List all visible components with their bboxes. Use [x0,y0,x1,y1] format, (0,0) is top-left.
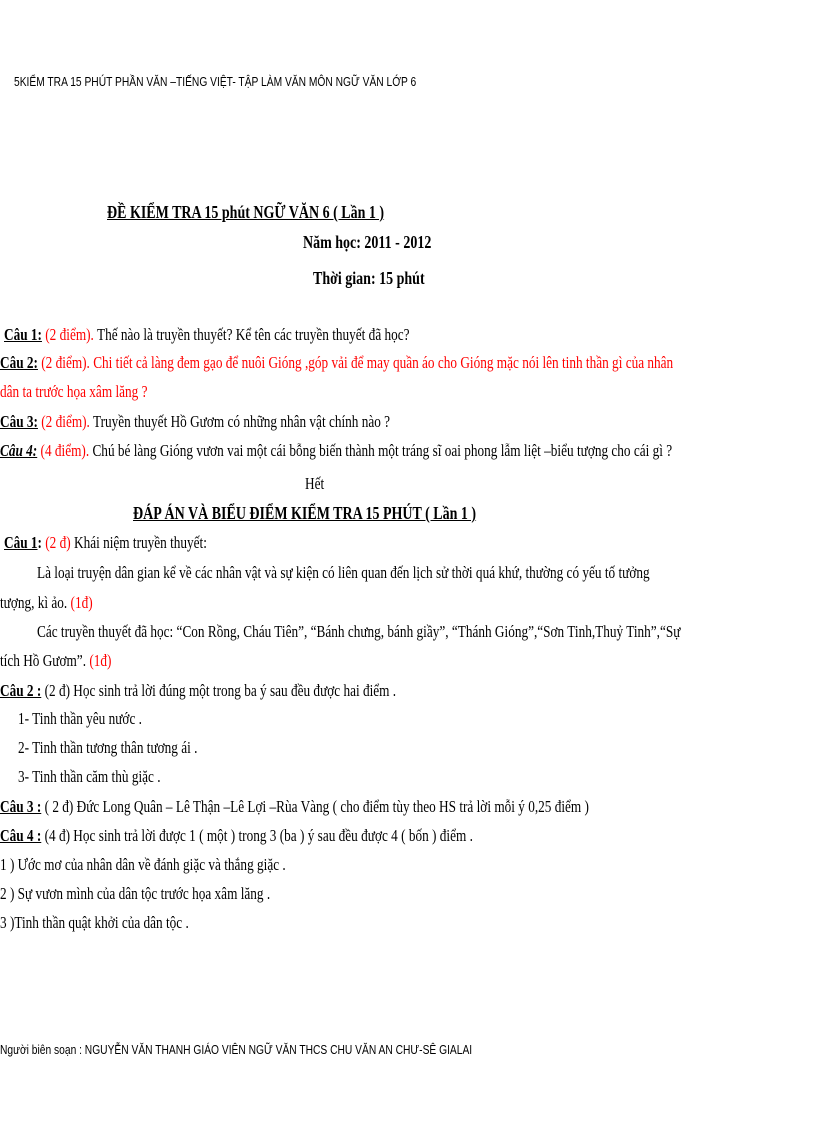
answer-2 [0,681,396,701]
question-points: (2 điểm). [45,325,94,344]
question-label: Câu 2: [0,353,38,372]
question-1 [4,325,410,345]
answer-text: Khái niệm truyền thuyết: [73,533,207,552]
question-points: (4 điểm). [40,441,90,460]
question-text: Chi tiết cả làng đem gạo để nuôi Gióng ,góp vải để may quần áo cho Gióng mặc nói lên tinh thần gì của nhân [93,353,674,372]
answer-4-item: 3 )Tinh thần quật khởi của dân tộc . [0,913,189,932]
end-marker: Hết [305,474,325,493]
question-text: Chú bé làng Gióng vươn vai một cái bỗng biến thành một tráng sĩ oai phong lẫm liệt –biểu tượng cho cái gì ? [92,441,673,460]
document-header: 5KIỂM TRA 15 PHÚT PHẦN VĂN –TIẾNG VIỆT- TẬP LÀM VĂN MÔN NGỮ VĂN LỚP 6 [14,75,417,89]
question-points: (2 điểm). [41,353,90,372]
answer-text: (2 đ) Học sinh trả lời đúng một trong ba ý sau đều được hai điểm . [44,681,397,700]
answer-label: Câu 1 [4,533,38,552]
exam-title: ĐỀ KIỂM TRA 15 phút NGỮ VĂN 6 ( Lần 1 ) [107,202,385,222]
answer-text: tích Hồ Gươm”. [0,651,87,670]
answer-points: (1đ) [89,651,112,670]
exam-duration: Thời gian: 15 phút [313,268,425,288]
question-2 [0,353,673,373]
answer-points: (1đ) [70,593,93,612]
question-3 [0,412,390,432]
answer-points: (2 đ) [45,533,71,552]
answer-1-legends-continued [0,651,111,671]
question-text: Truyền thuyết Hồ Gươm có những nhân vật chính nào ? [92,412,391,431]
answer-1-definition: Là loại truyện dân gian kể về các nhân vật và sự kiện có liên quan đến lịch sử thời quá khứ, thường có yếu tố tưởng [37,563,650,582]
question-label: Câu 3: [0,412,38,431]
answer-2-item: 1- Tinh thần yêu nước . [18,709,142,728]
answer-label-colon: : [37,533,42,552]
question-label: Câu 4: [0,441,38,460]
answer-3 [0,797,589,817]
answer-label: Câu 2 : [0,681,42,700]
answer-text: tượng, kì ảo. [0,593,68,612]
answer-4-item: 1 ) Ước mơ của nhân dân về đánh giặc và thắng giặc . [0,855,286,874]
question-4 [0,441,672,461]
answer-label: Câu 3 : [0,797,42,816]
answer-4 [0,826,473,846]
school-year: Năm học: 2011 - 2012 [303,232,432,252]
answer-1-legends: Các truyền thuyết đã học: “Con Rồng, Cháu Tiên”, “Bánh chưng, bánh giầy”, “Thánh Gióng”,“Sơn Tinh,Thuỷ Tinh”,“Sự [37,622,681,641]
question-label: Câu 1: [4,325,42,344]
answer-4-item: 2 ) Sự vươn mình của dân tộc trước họa xâm lăng . [0,884,271,903]
question-text: Thế nào là truyền thuyết? Kể tên các truyền thuyết đã học? [96,325,410,344]
answer-1 [4,533,207,553]
answer-2-item: 2- Tinh thần tương thân tương ái . [18,738,198,757]
answer-label: Câu 4 : [0,826,42,845]
answer-key-title: ĐÁP ÁN VÀ BIỂU ĐIỂM KIỂM TRA 15 PHÚT ( Lần 1 ) [133,503,477,523]
question-points: (2 điểm). [41,412,90,431]
document-footer: Người biên soạn : NGUYỄN VĂN THANH GIÁO VIÊN NGỮ VĂN THCS CHU VĂN AN CHƯ-SÊ GIALAI [0,1043,473,1057]
answer-2-item: 3- Tinh thần căm thù giặc . [18,767,161,786]
answer-text: ( 2 đ) Đức Long Quân – Lê Thận –Lê Lợi –Rùa Vàng ( cho điểm tùy theo HS trả lời mỗi ý 0,25 điểm ) [44,797,589,816]
question-2-continued: dân ta trước họa xâm lăng ? [0,382,148,401]
answer-1-definition-continued [0,593,93,613]
answer-text: (4 đ) Học sinh trả lời được 1 ( một ) trong 3 (ba ) ý sau đều được 4 ( bốn ) điểm . [44,826,473,845]
